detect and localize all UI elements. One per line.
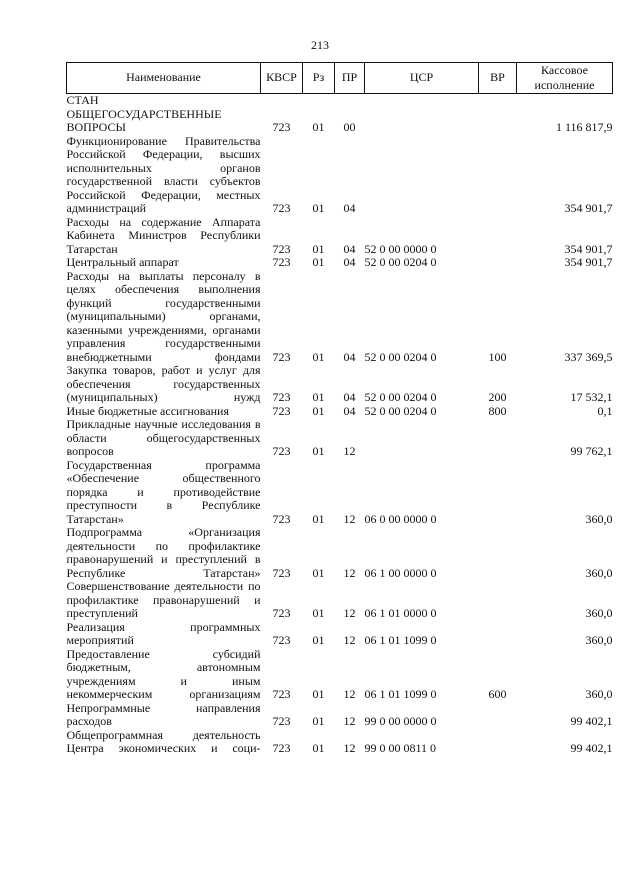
row-name: ОБЩЕГОСУДАРСТВЕННЫЕ ВОПРОСЫ	[66, 106, 222, 134]
table-row	[67, 364, 613, 405]
row-rz: 01	[312, 444, 325, 458]
table-body	[67, 94, 613, 756]
row-csr: 52 0 00 0204 0	[364, 349, 437, 364]
row-pr: 12	[343, 444, 356, 458]
row-pr: 04	[343, 241, 356, 256]
row-name: Государственная программа «Обеспечение общественного порядка и противодействие преступности в Республике Татарстан»	[66, 457, 261, 526]
row-csr	[365, 108, 479, 135]
row-csr: 52 0 00 0000 0	[364, 241, 437, 256]
budget-table	[66, 62, 613, 756]
row-sum: 360,0	[585, 606, 613, 620]
row-pr: 12	[343, 606, 356, 620]
row-sum: 360,0	[585, 633, 613, 647]
row-rz: 01	[312, 349, 325, 364]
table-row	[67, 526, 613, 580]
row-csr	[365, 418, 479, 459]
row-sum	[517, 94, 613, 108]
row-rz: 01	[312, 403, 325, 418]
row-name: Расходы на содержание Аппарата Кабинета Министров Республики Татарстан	[66, 214, 261, 256]
row-sum: 99 402,1	[570, 714, 613, 728]
row-pr: 12	[343, 565, 356, 580]
row-csr	[365, 94, 479, 108]
row-vr	[479, 702, 517, 729]
row-kvsr: 723	[272, 120, 291, 134]
row-pr: 04	[343, 390, 356, 404]
row-sum: 360,0	[585, 565, 613, 580]
table-row	[67, 459, 613, 527]
table-row	[67, 135, 613, 216]
row-sum: 354 901,7	[564, 241, 613, 256]
row-rz: 01	[312, 511, 325, 526]
row-kvsr: 723	[272, 201, 291, 215]
header-pr: ПР	[335, 63, 365, 94]
row-name: Совершенствование деятельности по профилактике правонарушений и преступлений	[66, 579, 261, 620]
row-name: Функционирование Правительства Российской Федерации, высших исполнительных органов государственной власти субъектов Российской Федерации, местных администраций	[66, 133, 261, 215]
row-kvsr: 723	[272, 565, 291, 580]
row-pr: 00	[343, 120, 356, 134]
row-kvsr: 723	[272, 390, 291, 404]
row-vr	[479, 216, 517, 257]
row-pr	[335, 94, 365, 108]
row-name: Центральный аппарат	[66, 255, 179, 269]
row-pr: 12	[343, 511, 356, 526]
row-csr: 99 0 00 0000 0	[364, 714, 437, 728]
row-name: Расходы на выплаты персоналу в целях обеспечения выполнения функций государственными (муниципальными) органами, казенными учреждениями, органами управления государственными внебюджетными фондами	[66, 268, 261, 364]
row-vr	[479, 94, 517, 108]
row-rz: 01	[312, 390, 325, 404]
row-rz: 01	[312, 687, 325, 701]
table-row	[67, 256, 613, 270]
table-row	[67, 648, 613, 702]
row-pr: 04	[343, 403, 356, 418]
table-row	[67, 216, 613, 257]
row-pr: 12	[343, 714, 356, 728]
row-vr: 200	[488, 390, 507, 404]
row-sum: 337 369,5	[564, 349, 613, 364]
row-name: Непрограммные направления расходов	[66, 700, 261, 728]
row-rz: 01	[312, 714, 325, 728]
header-csr: ЦСР	[365, 63, 479, 94]
row-pr: 04	[343, 201, 356, 215]
row-kvsr: 723	[272, 741, 291, 755]
row-kvsr	[261, 94, 303, 108]
row-vr	[479, 526, 517, 580]
header-rz: Рз	[303, 63, 335, 94]
row-sum: 1 116 817,9	[555, 120, 613, 134]
row-sum: 360,0	[585, 687, 613, 701]
row-vr	[479, 418, 517, 459]
row-kvsr: 723	[272, 687, 291, 701]
row-pr: 04	[343, 255, 356, 269]
row-sum: 99 402,1	[570, 741, 613, 755]
row-rz: 01	[312, 120, 325, 134]
table-row	[67, 702, 613, 729]
row-sum: 0,1	[597, 403, 613, 418]
row-name: Прикладные научные исследования в области общегосударственных вопросов	[66, 417, 261, 458]
row-sum: 354 901,7	[564, 201, 613, 215]
row-vr: 600	[488, 687, 507, 701]
row-rz: 01	[312, 255, 325, 269]
row-vr	[479, 135, 517, 216]
row-csr: 99 0 00 0811 0	[364, 741, 437, 755]
row-vr	[479, 459, 517, 527]
row-name: Общепрограммная деятельность Центра экономических и соци-	[66, 727, 261, 755]
row-pr: 12	[343, 741, 356, 755]
row-rz: 01	[312, 633, 325, 647]
row-vr	[479, 108, 517, 135]
row-name: Реализация программных мероприятий	[66, 619, 261, 647]
table-row	[67, 729, 613, 756]
row-kvsr: 723	[272, 241, 291, 256]
row-rz: 01	[312, 565, 325, 580]
row-csr: 52 0 00 0204 0	[364, 255, 437, 269]
row-rz: 01	[312, 241, 325, 256]
row-kvsr: 723	[272, 714, 291, 728]
row-csr: 06 1 00 0000 0	[364, 565, 437, 580]
row-name: Иные бюджетные ассигнования	[66, 403, 229, 418]
row-name: Закупка товаров, работ и услуг для обеспечения государственных (муниципальных) нужд	[66, 363, 261, 404]
row-kvsr: 723	[272, 606, 291, 620]
row-rz: 01	[312, 606, 325, 620]
row-csr: 52 0 00 0204 0	[364, 390, 437, 404]
row-kvsr: 723	[272, 349, 291, 364]
table-row	[67, 94, 613, 108]
row-pr: 04	[343, 349, 356, 364]
row-csr: 06 1 01 1099 0	[364, 633, 437, 647]
row-csr: 06 0 00 0000 0	[364, 511, 437, 526]
table-row	[67, 418, 613, 459]
row-name: Подпрограмма «Организация деятельности по профилактике правонарушений и преступлений в Республике Татарстан»	[66, 525, 261, 580]
row-sum: 99 762,1	[570, 444, 613, 458]
page-number: 213	[311, 38, 329, 52]
table-row	[67, 621, 613, 648]
table-row	[67, 108, 613, 135]
row-vr: 100	[488, 349, 507, 364]
row-sum: 354 901,7	[564, 255, 613, 269]
row-rz: 01	[312, 201, 325, 215]
row-name: Предоставление субсидий бюджетным, автономным учреждениям и иным некоммерческим организациям	[66, 646, 261, 701]
row-kvsr: 723	[272, 633, 291, 647]
row-csr: 52 0 00 0204 0	[364, 403, 437, 418]
row-vr	[479, 729, 517, 756]
row-csr: 06 1 01 1099 0	[364, 687, 437, 701]
row-kvsr: 723	[272, 444, 291, 458]
header-vr: ВР	[479, 63, 517, 94]
header-kassa: Кассовое исполнение	[517, 63, 613, 94]
header-kvsr: КВСР	[261, 63, 303, 94]
row-name: СТАН	[66, 93, 99, 107]
row-rz	[303, 94, 335, 108]
row-rz: 01	[312, 741, 325, 755]
row-kvsr: 723	[272, 403, 291, 418]
row-kvsr: 723	[272, 511, 291, 526]
row-pr: 12	[343, 687, 356, 701]
row-csr	[365, 135, 479, 216]
row-vr: 800	[488, 403, 507, 418]
row-vr	[479, 256, 517, 270]
row-sum: 17 532,1	[570, 390, 613, 404]
row-vr	[479, 580, 517, 621]
table-row	[67, 405, 613, 419]
header-name: Наименование	[67, 63, 261, 94]
row-vr	[479, 621, 517, 648]
table-row	[67, 270, 613, 365]
table-header-row	[67, 63, 613, 94]
row-pr: 12	[343, 633, 356, 647]
row-kvsr: 723	[272, 255, 291, 269]
row-sum: 360,0	[585, 511, 613, 526]
row-csr: 06 1 01 0000 0	[364, 606, 437, 620]
table-row	[67, 580, 613, 621]
